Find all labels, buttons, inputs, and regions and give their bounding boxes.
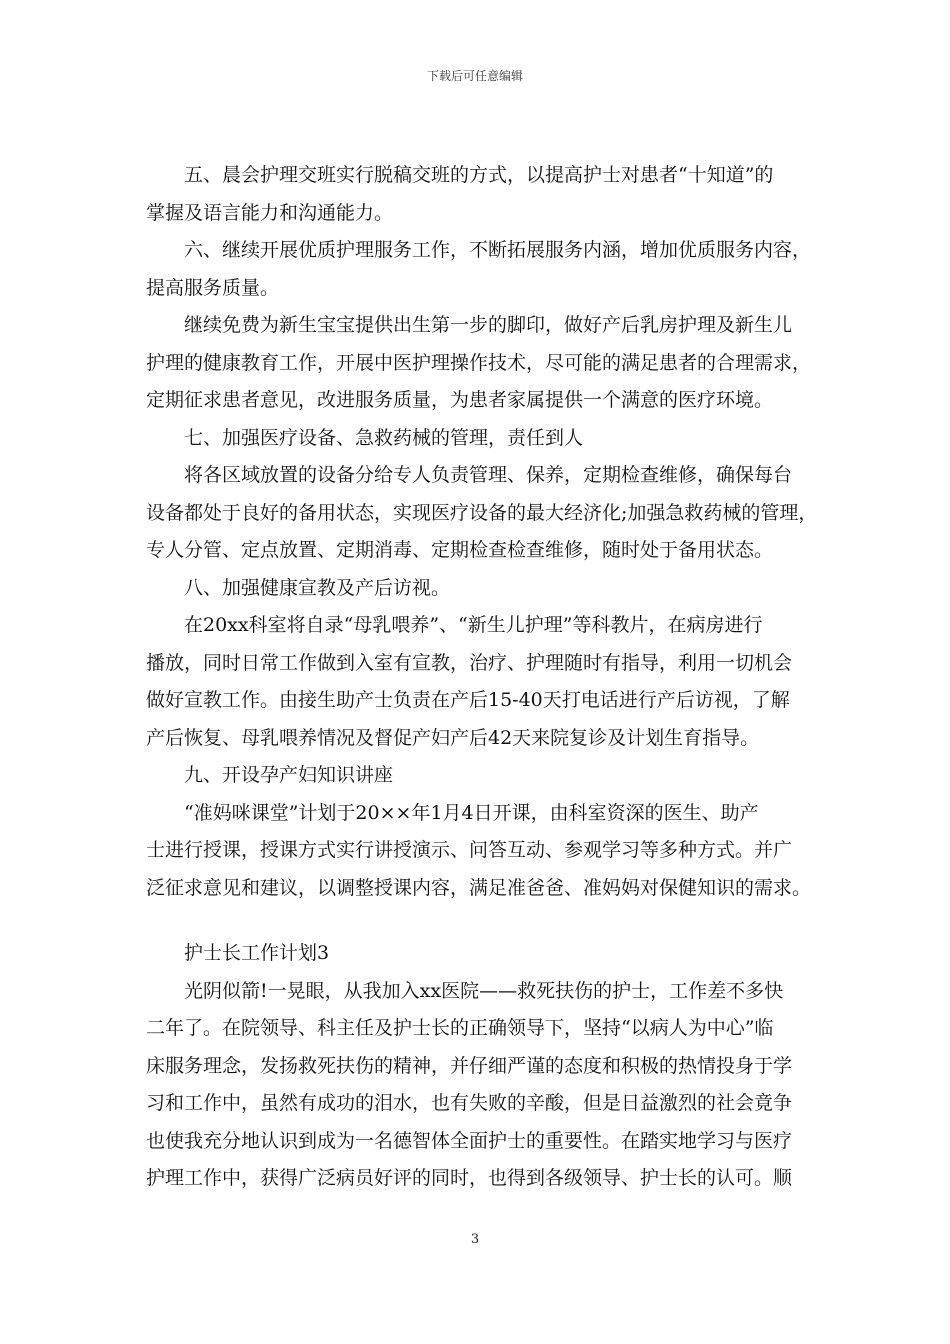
- paragraph-line: 设备都处于良好的备用状态，实现医疗设备的最大经济化;加强急救药械的管理，: [146, 501, 818, 524]
- paragraph-line: 继续免费为新生宝宝提供出生第一步的脚印，做好产后乳房护理及新生儿: [184, 314, 793, 336]
- paragraph-line: 光阴似箭!一晃眼，从我加入xx医院——救死扶伤的护士，工作差不多快: [184, 979, 784, 1002]
- paragraph-line: 士进行授课，授课方式实行讲授演示、问答互动、参观学习等多种方式。并广: [146, 839, 793, 861]
- section-title: 护士长工作计划3: [184, 942, 330, 964]
- paragraph-line: “准妈咪课堂”计划于20××年1月4日开课，由科室资深的医生、助产: [184, 801, 759, 824]
- section-spacer: [146, 907, 810, 935]
- paragraph-line: 做好宣教工作。由接生助产士负责在产后15-40天打电话进行产后访视，了解: [146, 689, 790, 711]
- paragraph-line: 护理的健康教育工作，开展中医护理操作技术，尽可能的满足患者的合理需求，: [146, 351, 812, 374]
- document-body: [146, 157, 818, 1198]
- paragraph-line: 产后恢复、母乳喂养情况及督促产妇产后42天来院复诊及计划生育指导。: [146, 726, 760, 749]
- page-header: 下载后可任意编辑: [426, 69, 523, 83]
- paragraph-line: 专人分管、定点放置、定期消毒、定期检查检查维修，随时处于备用状态。: [146, 539, 774, 561]
- section-heading: 八、加强健康宣教及产后访视。: [184, 576, 451, 599]
- paragraph-line: 床服务理念，发扬救死扶伤的精神，并仔细严谨的态度和积极的热情投身于学: [146, 1054, 793, 1077]
- paragraph-line: 习和工作中，虽然有成功的泪水，也有失败的辛酸，但是日益激烈的社会竟争: [146, 1092, 793, 1114]
- paragraph-line: 护理工作中，获得广泛病员好评的同时，也得到各级领导、护士长的认可。顺: [146, 1167, 793, 1189]
- paragraph-line: 泛征求意见和建议，以调整授课内容，满足准爸爸、准妈妈对保健知识的需求。: [146, 876, 812, 899]
- paragraph-line: 二年了。在院领导、科主任及护士长的正确领导下，坚持“以病人为中心”临: [146, 1017, 774, 1039]
- paragraph-line: 也使我充分地认识到成为一名德智体全面护士的重要性。在踏实地学习与医疗: [146, 1129, 793, 1152]
- paragraph-line: 六、继续开展优质护理服务工作，不断拓展服务内涵，增加优质服务内容，: [184, 239, 812, 261]
- paragraph-line: 提高服务质量。: [146, 276, 280, 299]
- paragraph-line: 在20xx科室将自录“母乳喂养”、“新生儿护理”等科教片，在病房进行: [184, 614, 763, 636]
- paragraph-line: 定期征求患者意见，改进服务质量，为患者家属提供一个满意的医疗环境。: [146, 389, 774, 411]
- paragraph-line: 将各区域放置的设备分给专人负责管理、保养，定期检查维修，确保每台: [184, 464, 793, 486]
- paragraph-line: 播放，同时日常工作做到入室有宣教，治疗、护理随时有指导，利用一切机会: [146, 651, 793, 674]
- section-heading: 七、加强医疗设备、急救药械的管理，责任到人: [184, 426, 584, 449]
- section-heading: 九、开设孕产妇知识讲座: [184, 764, 394, 786]
- paragraph-line: 五、晨会护理交班实行脱稿交班的方式，以提高护士对患者“十知道”的: [184, 164, 774, 186]
- paragraph-line: 掌握及语言能力和沟通能力。: [146, 201, 394, 224]
- page-number: 3: [470, 1232, 480, 1247]
